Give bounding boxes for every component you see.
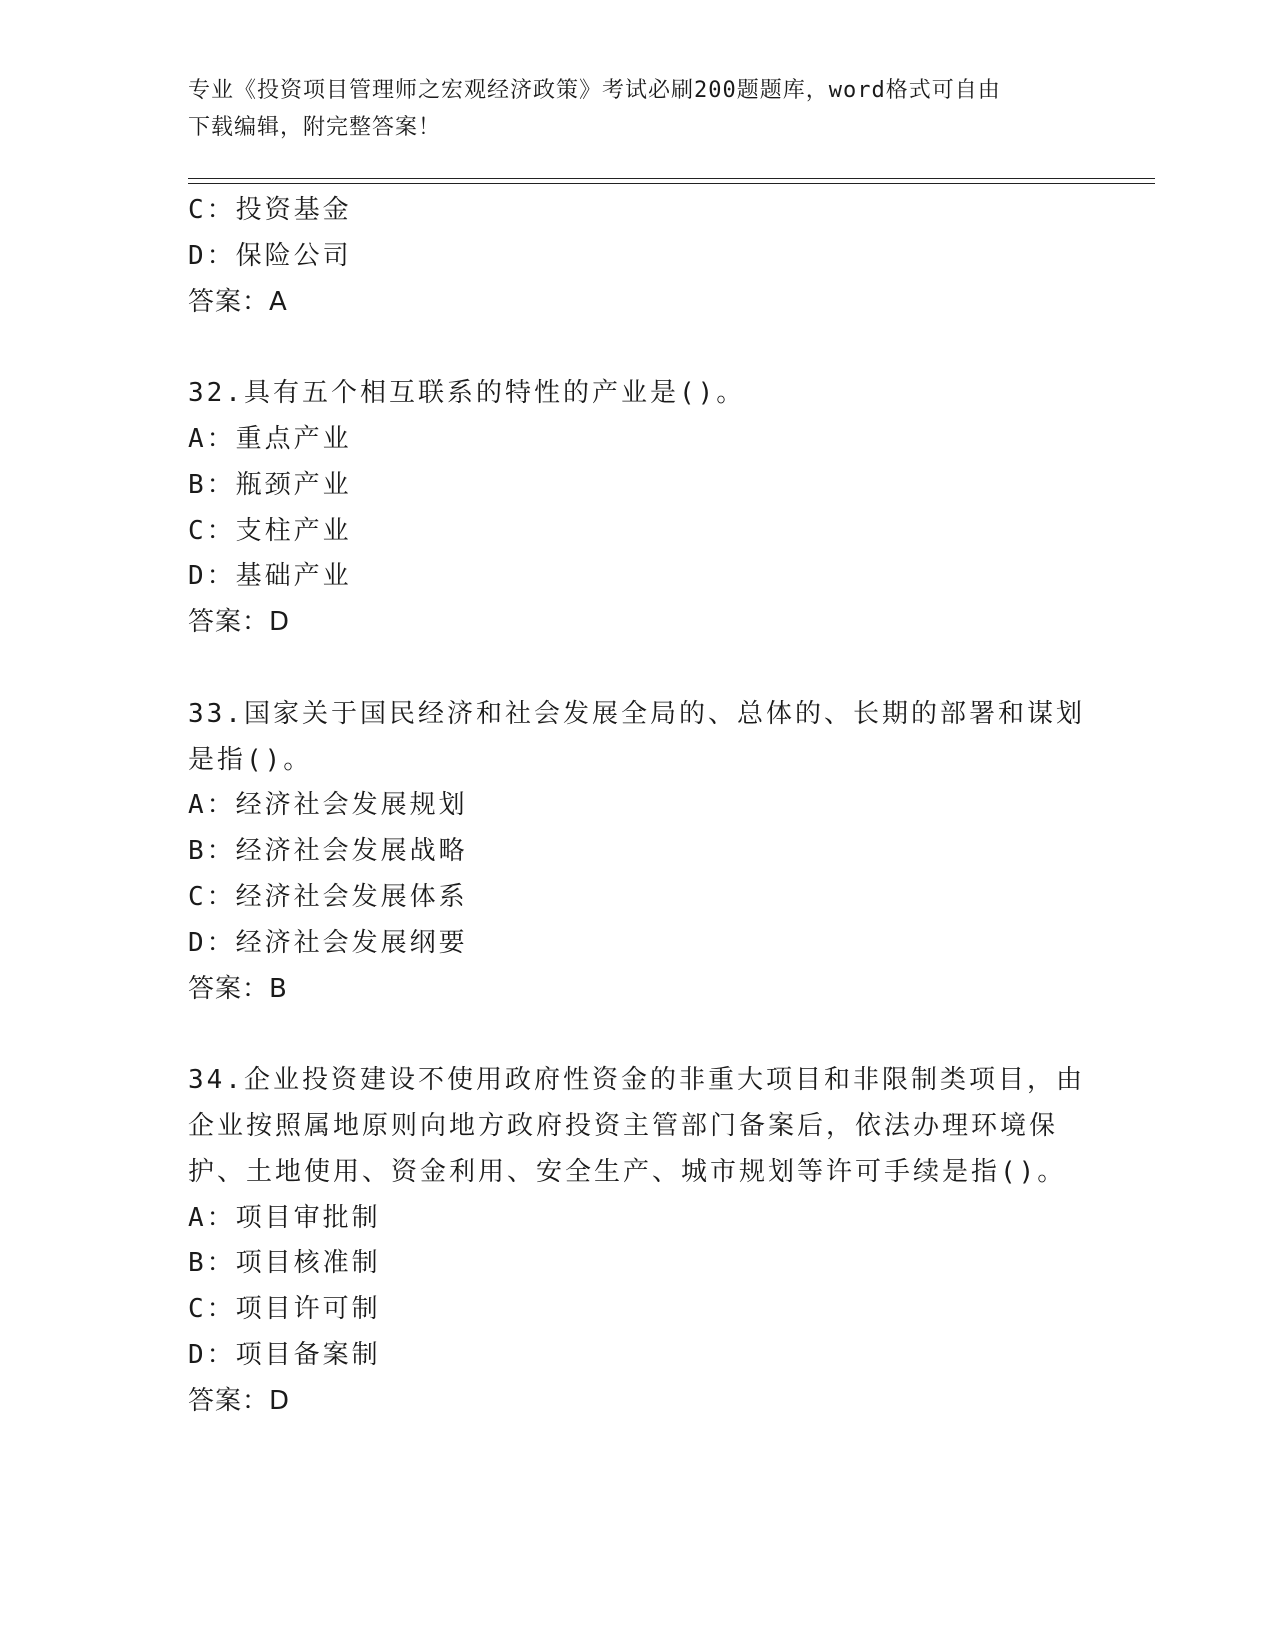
option-b: B：经济社会发展战略 (188, 836, 468, 867)
option-d: D：基础产业 (188, 561, 352, 592)
option-c: C：经济社会发展体系 (188, 881, 468, 912)
question-content (188, 188, 1088, 1425)
answer-line: 答案：A (188, 286, 288, 317)
spacer (188, 325, 1088, 371)
question-stem-line-1: 33.国家关于国民经济和社会发展全局的、总体的、长期的部署和谋划 (188, 698, 1085, 729)
previous-question-fragment (188, 188, 1088, 325)
question-34 (188, 1058, 1088, 1424)
header-divider-bottom (188, 183, 1155, 184)
answer-line: 答案：D (188, 1385, 291, 1416)
question-32 (188, 371, 1088, 646)
question-stem-line-2: 是指()。 (188, 744, 313, 775)
question-stem: 32.具有五个相互联系的特性的产业是()。 (188, 378, 746, 409)
question-stem-line-1: 34.企业投资建设不使用政府性资金的非重大项目和非限制类项目，由 (188, 1065, 1085, 1096)
option-d: D：保险公司 (188, 240, 352, 271)
header-line-1: 专业《投资项目管理师之宏观经济政策》考试必刷200题题库，word格式可自由 (188, 78, 1001, 103)
option-b: B：项目核准制 (188, 1248, 381, 1279)
option-a: A：重点产业 (188, 423, 352, 454)
question-stem-line-3: 护、土地使用、资金利用、安全生产、城市规划等许可手续是指()。 (188, 1156, 1067, 1187)
header-divider-top (188, 178, 1155, 179)
spacer (188, 646, 1088, 692)
answer-line: 答案：D (188, 607, 291, 638)
spacer (188, 1012, 1088, 1058)
option-a: A：经济社会发展规划 (188, 790, 468, 821)
option-b: B：瓶颈产业 (188, 469, 352, 500)
option-c: C：项目许可制 (188, 1294, 381, 1325)
answer-line: 答案：B (188, 973, 288, 1004)
option-c: C：支柱产业 (188, 515, 352, 546)
question-stem-line-2: 企业按照属地原则向地方政府投资主管部门备案后，依法办理环境保 (188, 1110, 1059, 1141)
question-33 (188, 692, 1088, 1013)
document-header (188, 72, 1068, 146)
option-a: A：项目审批制 (188, 1202, 381, 1233)
option-d: D：项目备案制 (188, 1339, 381, 1370)
option-c: C：投资基金 (188, 195, 352, 225)
option-d: D：经济社会发展纲要 (188, 927, 468, 958)
header-line-2: 下载编辑，附完整答案！ (188, 115, 442, 140)
